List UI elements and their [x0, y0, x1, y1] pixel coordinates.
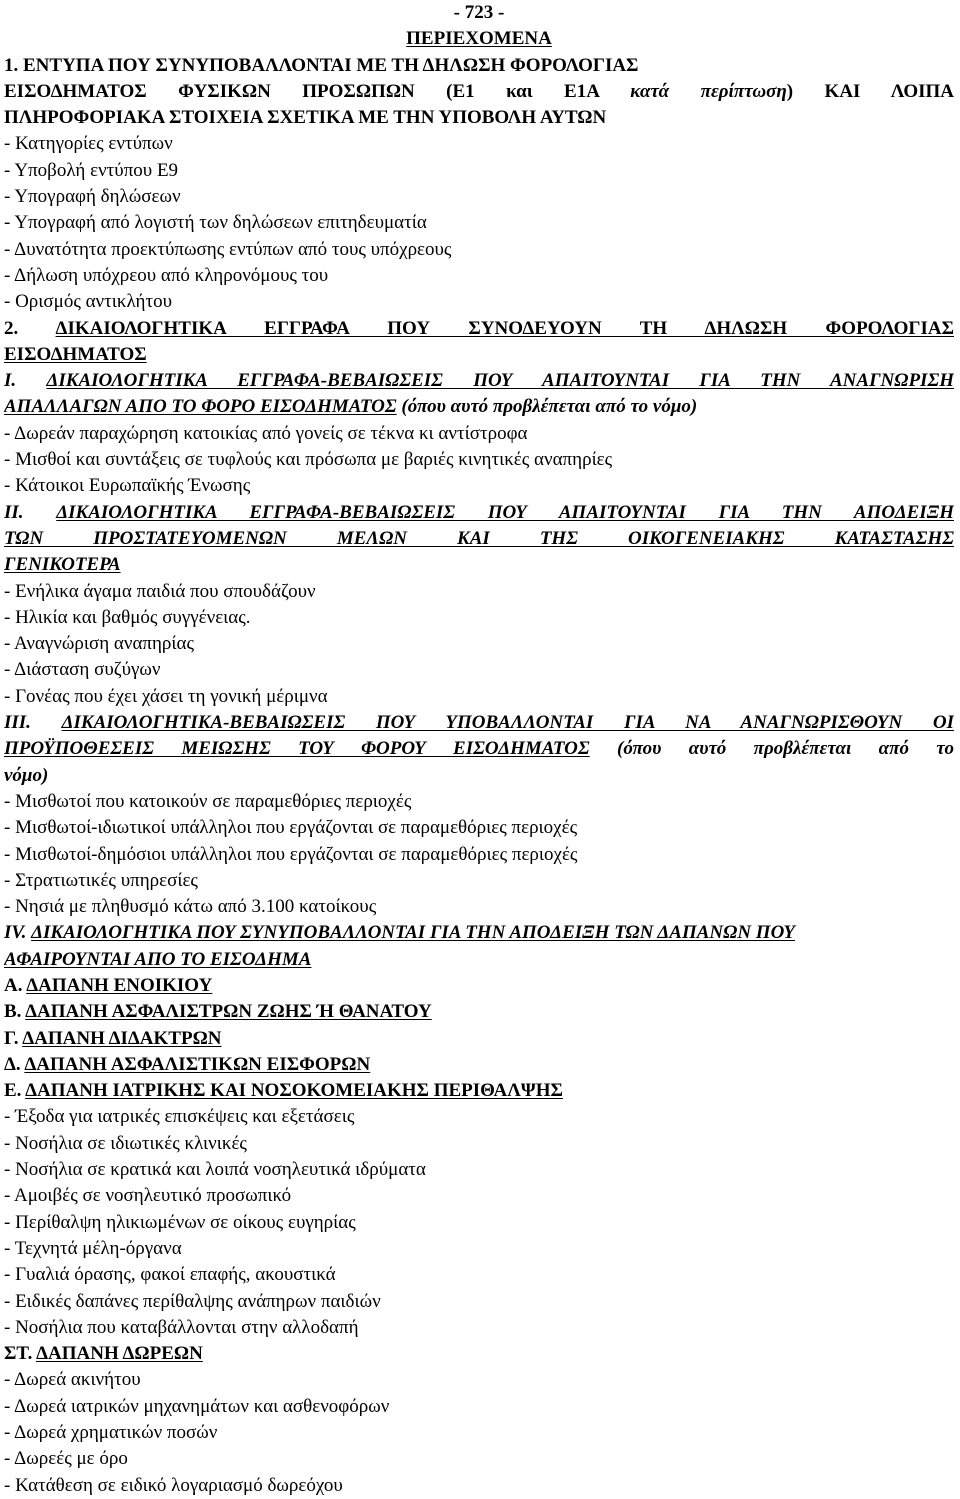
list-item: - Νησιά με πληθυσμό κάτω από 3.100 κατοίκους: [4, 896, 377, 918]
page-title-text: ΠΕΡΙΕΧΟΜΕΝΑ: [406, 28, 552, 50]
part1-heading-line2: [4, 394, 954, 420]
section2-heading-line1: [4, 316, 954, 342]
list-item: - Ηλικία και βαθμός συγγένειας.: [4, 606, 251, 628]
part4-heading-line2: [4, 947, 954, 973]
list-item: - Περίθαλψη ηλικιωμένων σε οίκους ευγηρίας: [4, 1211, 356, 1233]
section1-heading-line2-c: ) ΚΑΙ ΛΟΙΠΑ: [786, 80, 954, 102]
list-item: - Έξοδα για ιατρικές επισκέψεις και εξετάσεις: [4, 1106, 355, 1128]
section2-heading-line2: [4, 342, 954, 368]
subsection-heading-insurance: [4, 999, 954, 1025]
section2-heading-text: ΔΙΚΑΙΟΛΟΓΗΤΙΚΑ ΕΓΓΡΑΦΑ ΠΟΥ ΣΥΝΟΔΕΥΟΥΝ ΤΗ ΔΗΛΩΣΗ ΦΟΡΟΛΟΓΙΑΣ: [55, 317, 954, 339]
list-item: - Δυνατότητα προεκτύπωσης εντύπων από τους υπόχρεους: [4, 238, 452, 260]
subsection-title: ΔΑΠΑΝΗ ΑΣΦΑΛΙΣΤΙΚΩΝ ΕΙΣΦΟΡΩΝ: [24, 1053, 371, 1075]
subsection-prefix: Δ.: [4, 1053, 25, 1075]
part2-heading-line1: [4, 500, 954, 526]
part3-heading-line1: [4, 710, 954, 736]
list-item: - Αναγνώριση αναπηρίας: [4, 633, 194, 655]
list-item: - Τεχνητά μέλη-όργανα: [4, 1237, 182, 1259]
subsection-title: ΔΑΠΑΝΗ ΔΙΔΑΚΤΡΩΝ: [22, 1027, 222, 1049]
section1-heading-line1: 1. ΕΝΤΥΠΑ ΠΟΥ ΣΥΝΥΠΟΒΑΛΛΟΝΤΑΙ ΜΕ ΤΗ ΔΗΛΩΣΗ ΦΟΡΟΛΟΓΙΑΣ: [4, 54, 639, 76]
part3-heading-note: (όπου αυτό προβλέπεται από το: [589, 738, 954, 760]
list-item: - Μισθωτοί-ιδιωτικοί υπάλληλοι που εργάζονται σε παραμεθόριες περιοχές: [4, 817, 578, 839]
subsection-prefix: Ε.: [4, 1080, 26, 1102]
list-item: - Δωρεά ακινήτου: [4, 1369, 141, 1391]
part3-heading-line3: νόμο): [4, 764, 49, 786]
subsection-title: ΔΑΠΑΝΗ ΕΝΟΙΚΙΟΥ: [26, 974, 213, 996]
part2-heading-prefix: II.: [4, 501, 57, 523]
section2-heading-text-2: ΕΙΣΟΔΗΜΑΤΟΣ: [4, 343, 147, 365]
section2-heading-prefix: 2.: [4, 317, 56, 339]
part1-heading-text-2: ΑΠΑΛΛΑΓΩΝ ΑΠΟ ΤΟ ΦΟΡΟ ΕΙΣΟΔΗΜΑΤΟΣ: [4, 396, 397, 418]
part2-heading-line2: [4, 526, 954, 552]
list-item: - Αμοιβές σε νοσηλευτικό προσωπικό: [4, 1185, 292, 1207]
subsection-heading-contributions: [4, 1052, 954, 1078]
list-item: - Δωρεά ιατρικών μηχανημάτων και ασθενοφόρων: [4, 1395, 390, 1417]
list-item: - Υποβολή εντύπου Ε9: [4, 159, 179, 181]
list-item: - Ειδικές δαπάνες περίθαλψης ανάπηρων παιδιών: [4, 1290, 381, 1312]
list-item: - Νοσήλια σε κρατικά και λοιπά νοσηλευτικά ιδρύματα: [4, 1159, 426, 1181]
list-item: - Δωρεά χρηματικών ποσών: [4, 1422, 218, 1444]
list-item: - Διάσταση συζύγων: [4, 659, 161, 681]
list-item: - Κατηγορίες εντύπων: [4, 133, 173, 155]
part4-heading-text-2: ΑΦΑΙΡΟΥΝΤΑΙ ΑΠΟ ΤΟ ΕΙΣΟΔΗΜΑ: [4, 948, 312, 970]
list-item: - Γυαλιά όρασης, φακοί επαφής, ακουστικά: [4, 1264, 336, 1286]
part4-heading-prefix: IV.: [4, 922, 32, 944]
subsection-prefix: Γ.: [4, 1027, 23, 1049]
part3-heading-text: ΔΙΚΑΙΟΛΟΓΗΤΙΚΑ-ΒΕΒΑΙΩΣΕΙΣ ΠΟΥ ΥΠΟΒΑΛΛΟΝΤΑΙ ΓΙΑ ΝΑ ΑΝΑΓΝΩΡΙΣΘΟΥΝ ΟΙ: [61, 712, 954, 734]
subsection-title: ΔΑΠΑΝΗ ΑΣΦΑΛΙΣΤΡΩΝ ΖΩΗΣ Ή ΘΑΝΑΤΟΥ: [25, 1001, 432, 1023]
list-item: - Γονέας που έχει χάσει τη γονική μέριμνα: [4, 685, 328, 707]
list-item: - Μισθοί και συντάξεις σε τυφλούς και πρόσωπα με βαριές κινητικές αναπηρίες: [4, 449, 613, 471]
list-item: - Νοσήλια σε ιδιωτικές κλινικές: [4, 1132, 247, 1154]
subsection-heading-tuition: [4, 1026, 954, 1052]
list-item: - Στρατιωτικές υπηρεσίες: [4, 869, 198, 891]
part1-heading-note: (όπου αυτό προβλέπεται από το νόμο): [396, 396, 698, 418]
list-item: - Δωρεάν παραχώρηση κατοικίας από γονείς σε τέκνα κι αντίστροφα: [4, 422, 528, 444]
part2-heading-text-3: ΓΕΝΙΚΟΤΕΡΑ: [4, 554, 121, 576]
section1-heading-line2-a: ΕΙΣΟΔΗΜΑΤΟΣ ΦΥΣΙΚΩΝ ΠΡΟΣΩΠΩΝ (Ε1 και Ε1Α: [4, 80, 631, 102]
list-item: - Υπογραφή δηλώσεων: [4, 186, 181, 208]
subsection-heading-medical: [4, 1078, 954, 1104]
list-item: - Υπογραφή από λογιστή των δηλώσεων επιτηδευματία: [4, 212, 427, 234]
list-item: - Νοσήλια που καταβάλλονται στην αλλοδαπή: [4, 1316, 359, 1338]
part1-heading-prefix: I.: [4, 370, 47, 392]
list-item: - Ορισμός αντικλήτου: [4, 291, 172, 313]
list-item: - Δωρεές με όρο: [4, 1448, 128, 1470]
page-title: [4, 26, 954, 52]
part4-heading-text: ΔΙΚΑΙΟΛΟΓΗΤΙΚΑ ΠΟΥ ΣΥΝΥΠΟΒΑΛΛΟΝΤΑΙ ΓΙΑ ΤΗΝ ΑΠΟΔΕΙΞΗ ΤΩΝ ΔΑΠΑΝΩΝ ΠΟΥ: [31, 922, 795, 944]
page-number: - 723 -: [453, 2, 505, 23]
part4-heading-line1: [4, 920, 954, 946]
section1-heading-line3: ΠΛΗΡΟΦΟΡΙΑΚΑ ΣΤΟΙΧΕΙΑ ΣΧΕΤΙΚΑ ΜΕ ΤΗΝ ΥΠΟΒΟΛΗ ΑΥΤΩΝ: [4, 107, 607, 129]
section1-heading-line2-b: κατά περίπτωση: [630, 80, 787, 102]
subsection-prefix: ΣΤ.: [4, 1343, 37, 1365]
list-item: - Μισθωτοί που κατοικούν σε παραμεθόριες περιοχές: [4, 790, 412, 812]
part1-heading-text: ΔΙΚΑΙΟΛΟΓΗΤΙΚΑ ΕΓΓΡΑΦΑ-ΒΕΒΑΙΩΣΕΙΣ ΠΟΥ ΑΠΑΙΤΟΥΝΤΑΙ ΓΙΑ ΤΗΝ ΑΝΑΓΝΩΡΙΣΗ: [46, 370, 954, 392]
part3-heading-text-2: ΠΡΟΫΠΟΘΕΣΕΙΣ ΜΕΙΩΣΗΣ ΤΟΥ ΦΟΡΟΥ ΕΙΣΟΔΗΜΑΤΟΣ: [4, 738, 590, 760]
part3-heading-prefix: III.: [4, 712, 62, 734]
part3-heading-line2: [4, 736, 954, 762]
section1-heading-line2: [4, 79, 954, 105]
subsection-prefix: Β.: [4, 1001, 26, 1023]
part2-heading-line3: [4, 552, 954, 578]
list-item: - Δήλωση υπόχρεου από κληρονόμους του: [4, 264, 329, 286]
list-item: - Κατάθεση σε ειδικό λογαριασμό δωρεόχου: [4, 1474, 343, 1496]
subsection-title: ΔΑΠΑΝΗ ΙΑΤΡΙΚΗΣ ΚΑΙ ΝΟΣΟΚΟΜΕΙΑΚΗΣ ΠΕΡΙΘΑΛΨΗΣ: [25, 1080, 563, 1102]
subsection-prefix: Α.: [4, 974, 27, 996]
part2-heading-text: ΔΙΚΑΙΟΛΟΓΗΤΙΚΑ ΕΓΓΡΑΦΑ-ΒΕΒΑΙΩΣΕΙΣ ΠΟΥ ΑΠΑΙΤΟΥΝΤΑΙ ΓΙΑ ΤΗΝ ΑΠΟΔΕΙΞΗ: [56, 501, 954, 523]
list-item: - Κάτοικοι Ευρωπαϊκής Ένωσης: [4, 475, 251, 497]
list-item: - Ενήλικα άγαμα παιδιά που σπουδάζουν: [4, 580, 316, 602]
subsection-heading-donations: [4, 1341, 954, 1367]
subsection-title: ΔΑΠΑΝΗ ΔΩΡΕΩΝ: [36, 1343, 203, 1365]
list-item: - Μισθωτοί-δημόσιοι υπάλληλοι που εργάζονται σε παραμεθόριες περιοχές: [4, 843, 578, 865]
part1-heading-line1: [4, 368, 954, 394]
subsection-heading-rent: [4, 973, 954, 999]
part2-heading-text-2: ΤΩΝ ΠΡΟΣΤΑΤΕΥΟΜΕΝΩΝ ΜΕΛΩΝ ΚΑΙ ΤΗΣ ΟΙΚΟΓΕΝΕΙΑΚΗΣ ΚΑΤΑΣΤΑΣΗΣ: [4, 527, 954, 549]
